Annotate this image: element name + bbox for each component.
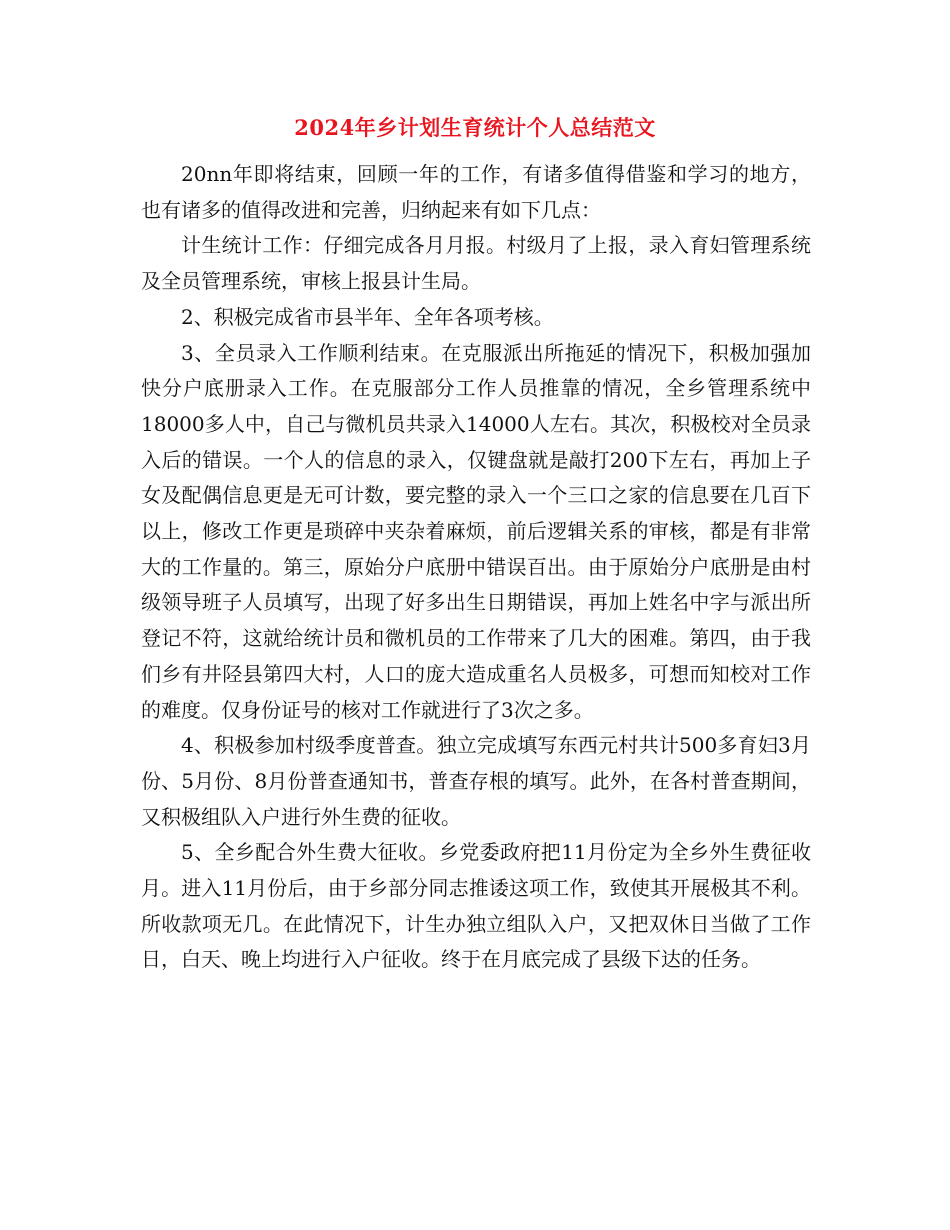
paragraph-statistics-work: 计生统计工作：仔细完成各月月报。村级月了上报，录入育妇管理系统及全员管理系统，审核上报县计生局。 (141, 233, 811, 294)
paragraph-item-2: 2、积极完成省市县半年、全年各项考核。 (181, 304, 554, 329)
paragraph-intro: 20nn年即将结束，回顾一年的工作，有诸多值得借鉴和学习的地方，也有诸多的值得改进和完善，归纳起来有如下几点： (141, 162, 811, 222)
paragraph-item-4: 4、积极参加村级季度普查。独立完成填写东西元村共计500多育妇3月份、5月份、8月份普查通知书，普查存根的填写。此外，在各村普查期间，又积极组队入户进行外生费的征收。 (141, 733, 811, 829)
document-title: 2024年乡计划生育统计个人总结范文 (294, 115, 656, 140)
paragraph-item-5: 5、全乡配合外生费大征收。乡党委政府把11月份定为全乡外生费征收月。进入11月份后，由于乡部分同志推诿这项工作，致使其开展极其不利。所收款项无几。在此情况下，计生办独立组队入户，又把双休日当做了工作日，白天、晚上均进行入户征收。终于在月底完成了县级下达的任务。 (141, 840, 811, 972)
paragraph-item-3: 3、全员录入工作顺利结束。在克服派出所拖延的情况下，积极加强加快分户底册录入工作。在克服部分工作人员推靠的情况，全乡管理系统中18000多人中，自己与微机员共录入14000人左右。其次，积极校对全员录入后的错误。一个人的信息的录入，仅键盘就是敲打200下左右，再加上子女及配偶信息更是无可计数，要完整的录入一个三口之家的信息要在几百下以上，修改工作更是琐碎中夹杂着麻烦，前后逻辑关系的审核，都是有非常大的工作量的。第三，原始分户底册中错误百出。由于原始分户底册是由村级领导班子人员填写，出现了好多出生日期错误，再加上姓名中字与派出所登记不符，这就给统计员和微机员的工作带来了几大的困难。第四，由于我们乡有井陉县第四大村，人口的庞大造成重名人员极多，可想而知校对工作的难度。仅身份证号的核对工作就进行了3次之多。 (141, 340, 811, 722)
document-body (141, 157, 811, 978)
